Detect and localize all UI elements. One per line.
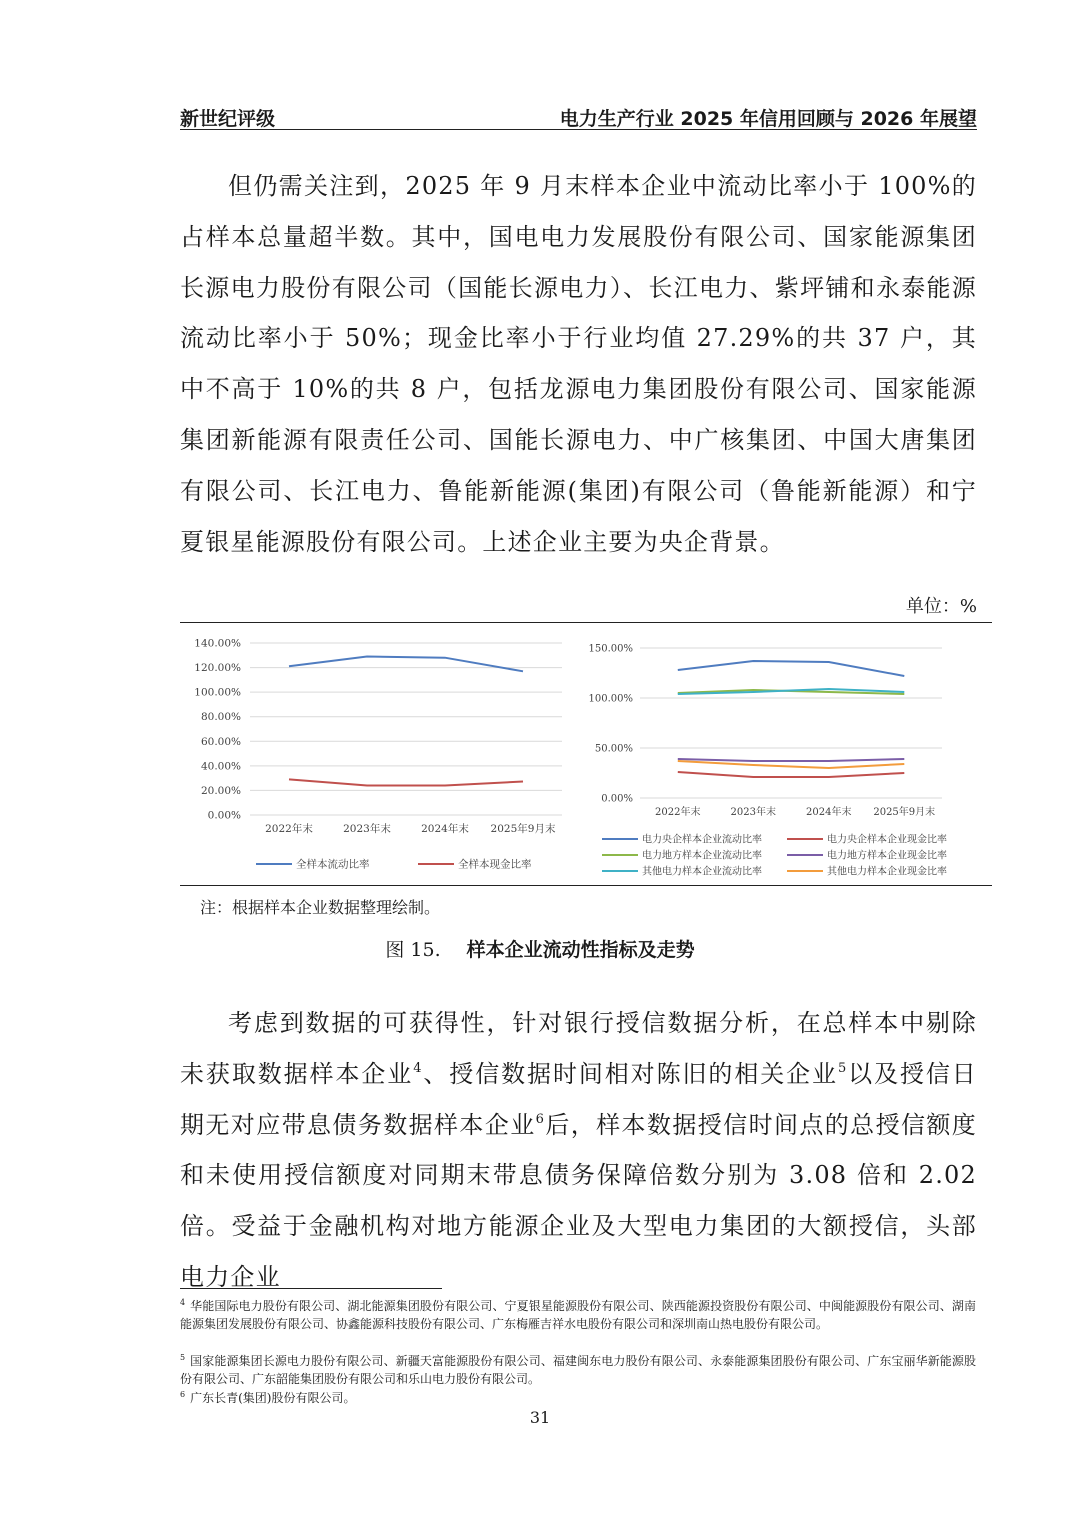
y-tick-label: 100.00% <box>588 693 633 705</box>
series-line-2-1 <box>678 661 905 676</box>
figure-caption <box>0 935 1080 962</box>
header-rule <box>180 129 977 130</box>
figure-note: 注：根据样本企业数据整理绘制。 <box>200 898 441 917</box>
series-line-1-2 <box>289 779 523 785</box>
body-paragraph-1: 但仍需关注到，2025 年 9 月末样本企业中流动比率小于 100%的占样本总量超半数。其中，国电电力发展股份有限公司、国家能源集团长源电力股份有限公司（国能长源电力）、长江电力、紫坪铺和永泰能源流动比率小于 50%；现金比率小于行业均值 27.29%的共 37 户，其中不高于 10%的共 8 户，包括龙源电力集团股份有限公司、国家能源集团新能源有限责任公司、国能长源电力、中广核集团、中国大唐集团有限公司、长江电力、鲁能新能源(集团)有限公司（鲁能新能源）和宁夏银星能源股份有限公司。上述企业主要为央企背景。 <box>180 172 977 556</box>
footnote-text: 国家能源集团长源电力股份有限公司、新疆天富能源股份有限公司、福建闽东电力股份有限公司、永泰能源集团股份有限公司、广东宝丽华新能源股份有限公司、广东韶能集团股份有限公司和乐山电力股份有限公司。 <box>180 1354 976 1386</box>
y-tick-label: 60.00% <box>200 735 241 748</box>
figure-top-rule <box>180 622 992 623</box>
series-line-2-6 <box>678 761 905 768</box>
y-tick-label: 40.00% <box>200 760 241 773</box>
legend-label: 电力地方样本企业流动比率 <box>642 850 762 862</box>
footnote-number: 6 <box>180 1390 186 1399</box>
figure-bottom-rule <box>180 885 992 886</box>
x-tick-label: 2024年末 <box>421 823 469 835</box>
legend-label: 其他电力样本企业流动比率 <box>642 866 762 878</box>
y-tick-label: 0.00% <box>601 793 633 805</box>
legend-label: 全样本现金比率 <box>458 858 532 871</box>
figure-caption-text: 样本企业流动性指标及走势 <box>466 939 695 961</box>
legend-label: 电力央企样本企业流动比率 <box>642 834 762 846</box>
para2-segment-4: 后，样本数据授信时间点的总授信额度和未使用授信额度对同期末带息债务保障倍数分别为 3.08 倍和 2.02 倍。受益于金融机构对地方能源企业及大型电力集团的大额授信，头部电力企业 <box>180 1110 977 1291</box>
footnote-ref-6[interactable]: 6 <box>535 1111 546 1127</box>
figure-caption-number: 图 15. <box>385 939 441 961</box>
y-tick-label: 20.00% <box>200 784 241 797</box>
footnote-ref-5[interactable]: 5 <box>837 1060 848 1076</box>
body-paragraph-2 <box>180 998 977 1303</box>
y-tick-label: 100.00% <box>194 686 241 699</box>
x-tick-label: 2025年9月末 <box>490 823 556 835</box>
figure-unit-label: 单位：% <box>905 596 977 617</box>
footnote-4 <box>180 1298 976 1333</box>
x-tick-label: 2023年末 <box>343 823 391 835</box>
footnote-number: 5 <box>180 1353 186 1362</box>
y-tick-label: 120.00% <box>194 662 241 675</box>
series-line-2-4 <box>678 759 905 761</box>
legend-label: 电力地方样本企业现金比率 <box>827 850 947 862</box>
x-tick-label: 2022年末 <box>655 807 701 818</box>
footnote-text: 广东长青(集团)股份有限公司。 <box>190 1391 356 1405</box>
para2-segment-3: 以及授信日期无对应带息债务数据样本企业 <box>180 1059 978 1139</box>
legend-label: 全样本流动比率 <box>296 858 370 871</box>
chart-total-sample-liquidity <box>180 628 572 880</box>
series-line-1-1 <box>289 657 523 672</box>
footnote-ref-4[interactable]: 4 <box>413 1060 423 1076</box>
y-tick-label: 0.00% <box>207 809 241 822</box>
x-tick-label: 2024年末 <box>806 807 852 818</box>
footnote-number: 4 <box>180 1298 186 1307</box>
chart-sample-by-type-liquidity <box>580 628 992 880</box>
page-number: 31 <box>529 1408 551 1427</box>
x-tick-label: 2025年9月末 <box>873 807 936 818</box>
legend-label: 其他电力样本企业现金比率 <box>827 866 947 878</box>
footnote-rule <box>180 1288 442 1289</box>
footnote-text: 华能国际电力股份有限公司、湖北能源集团股份有限公司、宁夏银星能源股份有限公司、陕西能源投资股份有限公司、中闽能源股份有限公司、湖南能源集团发展股份有限公司、协鑫能源科技股份有限公司、广东梅雁吉祥水电股份有限公司和深圳南山热电股份有限公司。 <box>180 1299 976 1331</box>
y-tick-label: 150.00% <box>588 643 633 655</box>
x-tick-label: 2023年末 <box>730 807 776 818</box>
footnote-5 <box>180 1353 976 1388</box>
legend-label: 电力央企样本企业现金比率 <box>827 834 947 846</box>
footnote-6 <box>180 1390 976 1408</box>
y-tick-label: 140.00% <box>194 637 241 650</box>
y-tick-label: 50.00% <box>594 743 633 755</box>
y-tick-label: 80.00% <box>200 711 241 724</box>
header-report-title: 电力生产行业 2025 年信用回顾与 2026 年展望 <box>559 108 977 130</box>
series-line-2-2 <box>678 772 905 777</box>
para2-segment-2: 、授信数据时间相对陈旧的相关企业 <box>422 1059 838 1088</box>
header-org-name: 新世纪评级 <box>180 108 276 130</box>
x-tick-label: 2022年末 <box>265 823 313 835</box>
para2-segment-1: 考虑到数据的可获得性，针对银行授信数据分析，在总样本中剔除未获取数据样本企业 <box>180 1009 977 1088</box>
